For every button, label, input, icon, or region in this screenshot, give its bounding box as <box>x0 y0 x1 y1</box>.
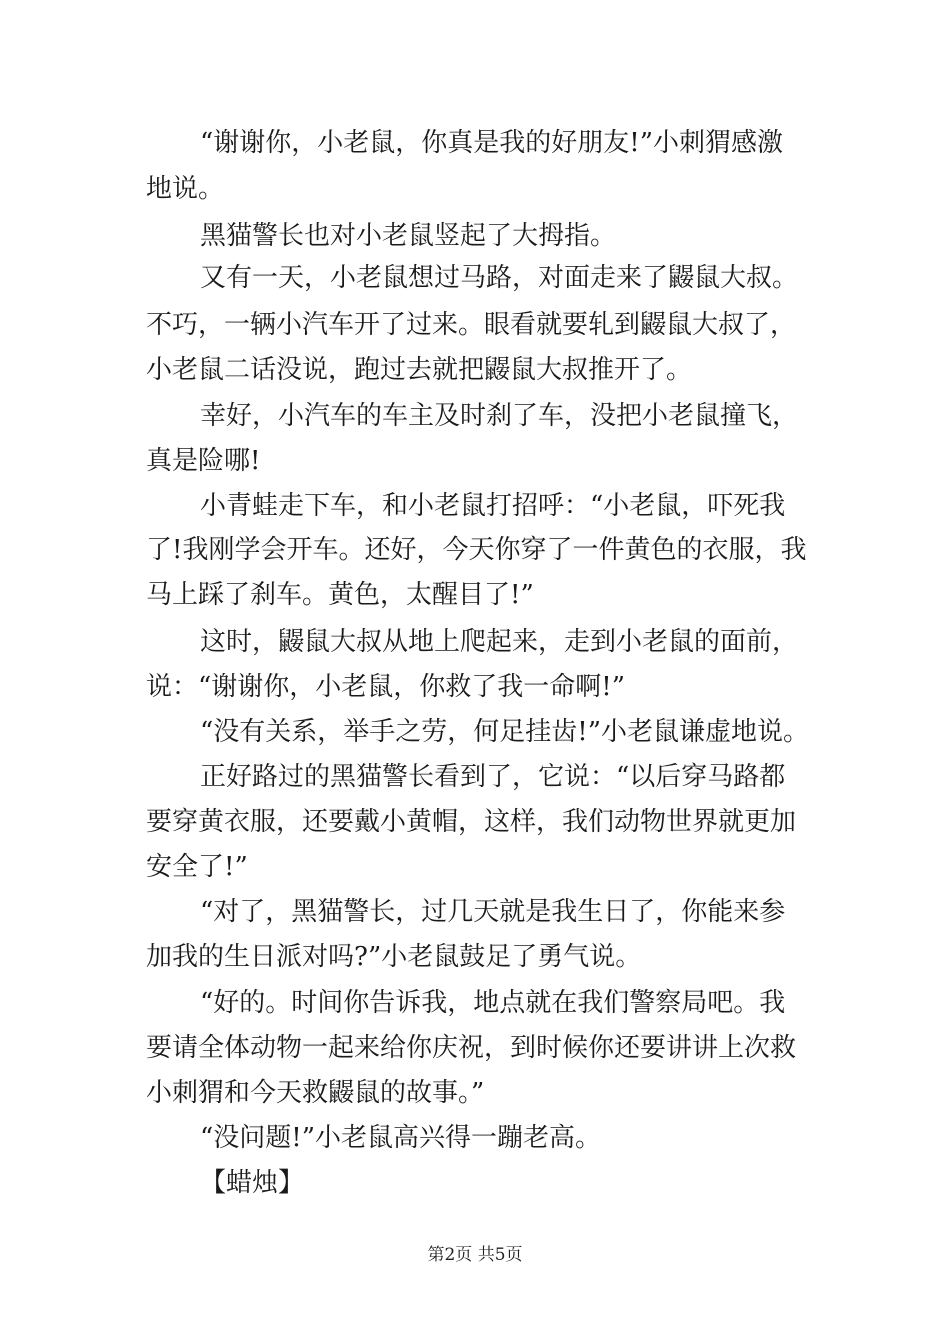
text-line: 小刺猬和今天救鼹鼠的故事。” <box>146 1078 485 1108</box>
text-line: 正好路过的黑猫警长看到了，它说：“以后穿马路都 <box>200 762 786 792</box>
text-line: 幸好，小汽车的车主及时刹了车，没把小老鼠撞飞， <box>200 401 799 431</box>
text-line: 加我的生日派对吗?”小老鼠鼓足了勇气说。 <box>146 942 642 972</box>
text-line: 说：“谢谢你，小老鼠，你救了我一命啊!” <box>146 672 626 702</box>
text-line: “好的。时间你告诉我，地点就在我们警察局吧。我 <box>200 988 786 1018</box>
text-line: 要穿黄衣服，还要戴小黄帽，这样，我们动物世界就更加 <box>146 807 797 837</box>
text-line: 安全了!” <box>146 852 248 882</box>
text-line: 真是险哪! <box>146 446 261 476</box>
text-line: 马上踩了刹车。黄色，太醒目了!” <box>146 580 534 610</box>
text-line: 地说。 <box>146 174 225 204</box>
text-line: 这时，鼹鼠大叔从地上爬起来，走到小老鼠的面前， <box>200 627 799 657</box>
page-number-footer: 第2页 共5页 <box>427 1245 523 1265</box>
text-line: 要请全体动物一起来给你庆祝，到时候你还要讲讲上次救 <box>146 1033 797 1063</box>
text-line: “对了，黑猫警长，过几天就是我生日了，你能来参 <box>200 897 786 927</box>
text-line: 小青蛙走下车，和小老鼠打招呼：“小老鼠，吓死我 <box>200 491 786 521</box>
text-line: 不巧，一辆小汽车开了过来。眼看就要轧到鼹鼠大叔了， <box>146 310 797 340</box>
text-line: 黑猫警长也对小老鼠竖起了大拇指。 <box>200 221 617 251</box>
text-line: “谢谢你，小老鼠，你真是我的好朋友!”小刺猬感激 <box>200 128 784 158</box>
text-line: 小老鼠二话没说，跑过去就把鼹鼠大叔推开了。 <box>146 355 693 385</box>
text-line: “没有关系，举手之劳，何足挂齿!”小老鼠谦虚地说。 <box>200 717 810 747</box>
text-line: 又有一天，小老鼠想过马路，对面走来了鼹鼠大叔。 <box>200 263 799 293</box>
section-heading: 【蜡烛】 <box>200 1168 305 1198</box>
text-line: 了!我刚学会开车。还好，今天你穿了一件黄色的衣服，我 <box>146 535 807 565</box>
text-line: “没问题!”小老鼠高兴得一蹦老高。 <box>200 1123 602 1153</box>
